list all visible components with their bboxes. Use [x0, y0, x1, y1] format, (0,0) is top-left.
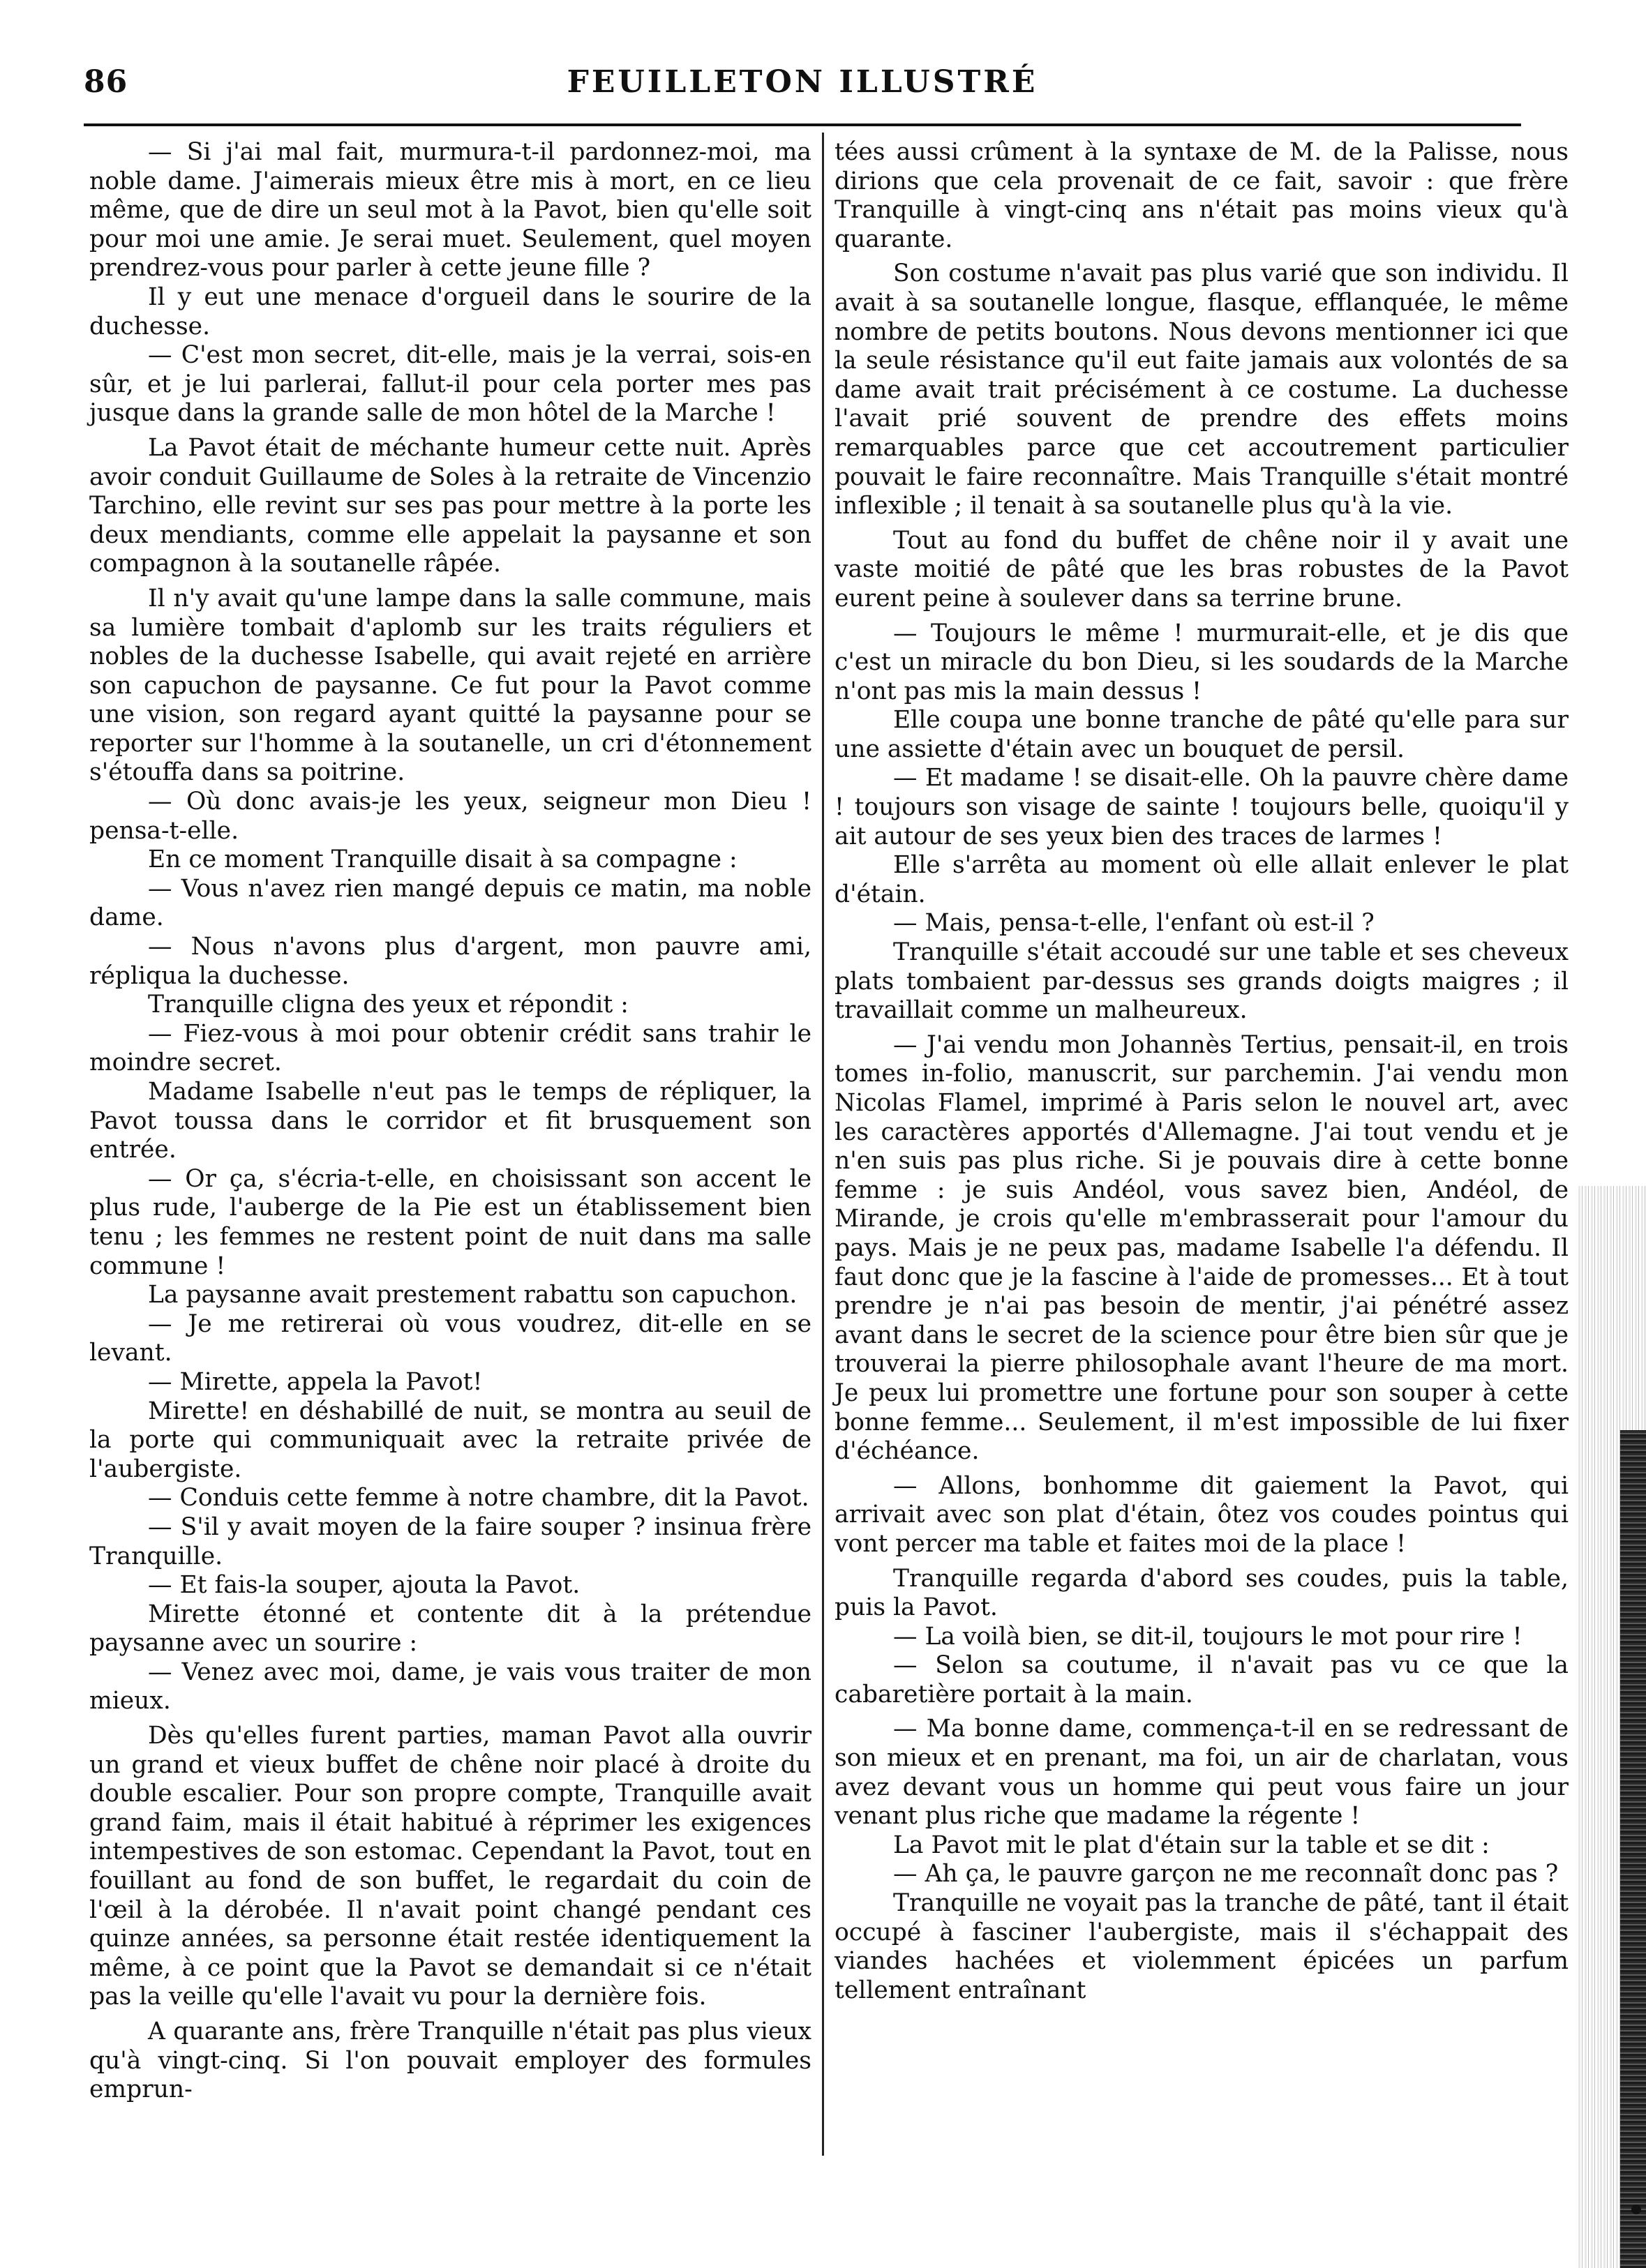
paragraph: Mirette étonné et contente dit à la prétendue paysanne avec un sourire :	[89, 1600, 811, 1658]
paragraph: — Allons, bonhomme dit gaiement la Pavot, qui arrivait avec son plat d'étain, ôtez vos coudes pointus qui vont percer ma table et faites moi de la place !	[835, 1471, 1569, 1558]
paragraph: — Fiez-vous à moi pour obtenir crédit sans trahir le moindre secret.	[89, 1019, 811, 1077]
paragraph: tées aussi crûment à la syntaxe de M. de la Palisse, nous dirions que cela provenait de ce fait, savoir : que frère Tranquille à vingt-cinq ans n'était pas moins vieux qu'à quarante.	[835, 138, 1569, 253]
paragraph: — Mais, pensa-t-elle, l'enfant où est-il ?	[893, 909, 1375, 938]
paragraph: — Or ça, s'écria-t-elle, en choisissant son accent le plus rude, l'auberge de la Pie est un établissement bien tenu ; les femmes ne restent point de nuit dans ma salle commune !	[89, 1164, 811, 1280]
paragraph: — J'ai vendu mon Johannès Tertius, pensait-il, en trois tomes in-folio, manuscrit, sur parchemin. J'ai vendu mon Nicolas Flamel, imprimé à Paris selon le nouvel art, avec les caractères apportés d'Allemagne. J'ai tout vendu et je n'en suis pas plus riche. Si je pouvais dire à cette bonne femme : je suis Andéol, vous savez bien, Andéol, de Mirande, je crois qu'elle m'embrasserait pour l'amour du pays. Mais je ne peux pas, madame Isabelle l'a défendu. Il faut donc que je la fascine à l'aide de promesses... Et à tout prendre je n'ai pas besoin de mentir, j'ai pénétré assez avant dans le secret de la science pour être bien sûr que je trouverai la pierre philosophale avant l'heure de ma mort. Je peux lui promettre une fortune pour son souper à cette bonne femme... Seulement, il m'est impossible de lui fixer d'échéance.	[835, 1030, 1569, 1466]
paragraph: Il y eut une menace d'orgueil dans le sourire de la duchesse.	[89, 283, 811, 340]
paragraph: Tranquille s'était accoudé sur une table et ses cheveux plats tombaient par-dessus ses grands doigts maigres ; il travaillait comme un malheureux.	[835, 938, 1569, 1025]
scan-speck	[1631, 2205, 1641, 2214]
paragraph: — Si j'ai mal fait, murmura-t-il pardonnez-moi, ma noble dame. J'aimerais mieux être mis à mort, en ce lieu même, que de dire un seul mot à la Pavot, bien qu'elle soit pour moi une amie. Je serai muet. Seulement, quel moyen prendrez-vous pour parler à cette jeune fille ?	[89, 138, 811, 283]
paragraph: Mirette! en déshabillé de nuit, se montra au seuil de la porte qui communiquait avec la retraite privée de l'aubergiste.	[89, 1397, 811, 1483]
paragraph: Tout au fond du buffet de chêne noir il y avait une vaste moitié de pâté que les bras robustes de la Pavot eurent peine à soulever dans sa terrine brune.	[835, 526, 1569, 613]
paragraph: Son costume n'avait pas plus varié que son individu. Il avait à sa soutanelle longue, flasque, efflanquée, le même nombre de petits boutons. Nous devons mentionner ici que la seule résistance qu'il eut faite jamais aux volontés de sa dame avait trait précisément à ce costume. La duchesse l'avait prié souvent de prendre des effets moins remarquables parce que cet accoutrement particulier pouvait le faire reconnaître. Mais Tranquille s'était montré inflexible ; il tenait à sa soutanelle plus qu'à la vie.	[835, 260, 1569, 520]
paragraph: — Mirette, appela la Pavot!	[148, 1367, 483, 1396]
page-header	[84, 64, 1521, 113]
paragraph: Tranquille regarda d'abord ses coudes, puis la table, puis la Pavot.	[835, 1564, 1569, 1622]
paragraph: — La voilà bien, se dit-il, toujours le mot pour rire !	[893, 1622, 1522, 1651]
paragraph: Madame Isabelle n'eut pas le temps de répliquer, la Pavot toussa dans le corridor et fit brusquement son entrée.	[89, 1078, 811, 1164]
right-column	[835, 138, 1569, 2005]
paragraph: — Venez avec moi, dame, je vais vous traiter de mon mieux.	[89, 1658, 811, 1715]
paragraph: — S'il y avait moyen de la faire souper ? insinua frère Tranquille.	[89, 1512, 811, 1570]
paragraph: — Et fais-la souper, ajouta la Pavot.	[148, 1571, 581, 1600]
paragraph: Elle coupa une bonne tranche de pâté qu'elle para sur une assiette d'étain avec un bouquet de persil.	[835, 706, 1569, 763]
paragraph: Tranquille ne voyait pas la tranche de pâté, tant il était occupé à fasciner l'aubergiste, mais il s'échappait des viandes hachées et violemment épicées un parfum tellement entraînant	[835, 1889, 1569, 2004]
left-column	[89, 138, 811, 2105]
journal-title: FEUILLETON ILLUSTRÉ	[567, 64, 1038, 100]
paragraph: Dès qu'elles furent parties, maman Pavot alla ouvrir un grand et vieux buffet de chêne noir placé à droite du double escalier. Pour son propre compte, Tranquille avait grand faim, mais il était habitué à réprimer les exigences intempestives de son estomac. Cependant la Pavot, tout en fouillant au fond de son buffet, le regardait du coin de l'œil à la dérobée. Il n'avait point changé pendant ces quinze années, sa personne était restée identiquement la même, à ce point que la Pavot se demandait si ce n'était pas la veille qu'elle l'avait vu pour la dernière fois.	[89, 1722, 811, 2011]
paragraph: La paysanne avait prestement rabattu son capuchon.	[148, 1281, 798, 1309]
paragraph: — Et madame ! se disait-elle. Oh la pauvre chère dame ! toujours son visage de sainte ! toujours belle, quoiqu'il y ait autour de ses yeux bien des traces de larmes !	[835, 764, 1569, 850]
paragraph: — Je me retirerai où vous voudrez, dit-elle en se levant.	[89, 1309, 811, 1367]
paragraph: — Selon sa coutume, il n'avait pas vu ce que la cabaretière portait à la main.	[835, 1651, 1569, 1708]
paragraph: En ce moment Tranquille disait à sa compagne :	[148, 846, 738, 874]
paragraph: Tranquille cligna des yeux et répondit :	[148, 991, 629, 1019]
paragraph: Il n'y avait qu'une lampe dans la salle commune, mais sa lumière tombait d'aplomb sur les traits réguliers et nobles de la duchesse Isabelle, qui avait rejeté en arrière son capuchon de paysanne. Ce fut pour la Pavot comme une vision, son regard ayant quitté la paysanne pour se reporter sur l'homme à la soutanelle, un cri d'étonnement s'étouffa dans sa poitrine.	[89, 584, 811, 787]
paragraph: — Conduis cette femme à notre chambre, dit la Pavot.	[148, 1484, 809, 1512]
paragraph: — Vous n'avez rien mangé depuis ce matin, ma noble dame.	[89, 874, 811, 932]
paragraph: Elle s'arrêta au moment où elle allait enlever le plat d'étain.	[835, 851, 1569, 908]
paragraph: — Nous n'avons plus d'argent, mon pauvre ami, répliqua la duchesse.	[89, 933, 811, 990]
column-divider	[822, 133, 824, 2156]
paragraph: — Toujours le même ! murmurait-elle, et je dis que c'est un miracle du bon Dieu, si les soudards de la Marche n'ont pas mis la main dessus !	[835, 619, 1569, 705]
paragraph: — Où donc avais-je les yeux, seigneur mon Dieu ! pensa-t-elle.	[89, 788, 811, 845]
scan-margin-edge	[1620, 1430, 1646, 2268]
page-number: 86	[84, 64, 128, 100]
paragraph: La Pavot était de méchante humeur cette nuit. Après avoir conduit Guillaume de Soles à la retraite de Vincenzio Tarchino, elle revint sur ses pas pour mettre à la porte les deux mendiants, comme elle appelait la paysanne et son compagnon à la soutanelle râpée.	[89, 433, 811, 578]
paragraph: La Pavot mit le plat d'étain sur la table et se dit :	[893, 1831, 1490, 1859]
paragraph: A quarante ans, frère Tranquille n'était pas plus vieux qu'à vingt-cinq. Si l'on pouvait employer des formules emprun-	[89, 2018, 811, 2104]
paragraph: — Ah ça, le pauvre garçon ne me reconnaît donc pas ?	[893, 1860, 1559, 1888]
header-rule	[84, 123, 1521, 126]
paragraph: — C'est mon secret, dit-elle, mais je la verrai, sois-en sûr, et je lui parlerai, fallut-il pour cela porter mes pas jusque dans la grande salle de mon hôtel de la Marche !	[89, 341, 811, 428]
paragraph: — Ma bonne dame, commença-t-il en se redressant de son mieux et en prenant, ma foi, un air de charlatan, vous avez devant vous un homme qui peut vous faire un jour venant plus riche que madame la régente !	[835, 1715, 1569, 1831]
